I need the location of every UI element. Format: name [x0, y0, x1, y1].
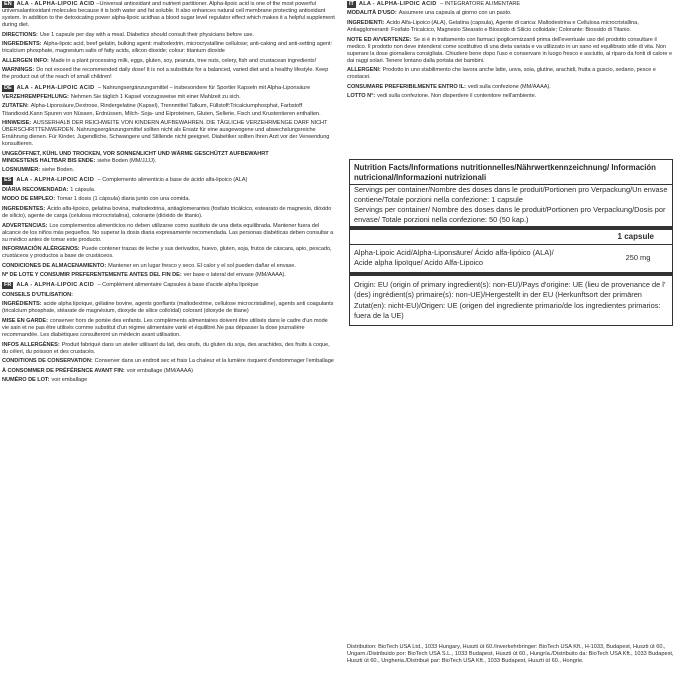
- nutrient-name: Alpha-Lipoic Acid/Alpha-Liponsäure/ Ácido alfa-lipóico (ALA)/ Acide alpha lipoïque/ Acido Alfa-Lipoico: [354, 247, 554, 268]
- de-storage: UNGEÖFFNET, KÜHL UND TROCKEN, VOR SONNENLICHT UND WÄRME GESCHÜTZT AUFBEWAHRT: [2, 150, 269, 157]
- de-los: LOSNUMMER: siehe Boden.: [2, 167, 75, 174]
- it-intro: – INTEGRATORE ALIMENTARE: [438, 1, 521, 7]
- en-intro-paragraph: [2, 1, 336, 29]
- de-mhd: MINDESTENS HALTBAR BIS ENDE: siehe Boden (MM/JJJJ).: [2, 157, 157, 164]
- fr-intro-paragraph: [2, 282, 336, 289]
- de-hinweise: HINWEISE: AUSSERHALB DER REICHWEITE VON KINDERN AUFBEWAHREN. DIE TÄGLICHE VERZEHRMENGE DARF NICHT ÜBERSCHRITTENWERDEN. Nahrungsergänzungsmittel sollten nicht als Ersatz für eine ausgewogene und abwechslungsreiche Ernährung dienen. Für Kinder, Jugendliche, Schwangere und Stillende nicht geeignet. Diabetiker sollten Ihren Arzt vor der Verwendung konsultieren.: [2, 120, 330, 148]
- fr-conseils: CONSEILS D'UTILISATION:: [2, 291, 73, 298]
- es-lote: Nº DE LOTE Y CONSUMIR PREFERENTEMENTE ANTES DEL FIN DE: ver base o lateral del envase (MM/AAAA).: [2, 272, 286, 279]
- it-lotto: LOTTO N°: vedi sulla confezione. Non disperdere il contenitore nell'ambiente.: [347, 93, 537, 100]
- it-avvertenze: NOTE ED AVVERTENZE: Se si è in trattamento con farmaci ipoglicemizzanti prima dell'eventuale uso del prodotto consultare il medico. Il prodotto non deve intendersi come sostitutivo di una dieta variata e va utilizzato in un sano ed equilibrato stile di vita. Non superare la dose giornaliera consigliata. Chiudere bene dopo l'uso e conservare in luogo fresco e asciutto, al riparo da fonti di calore e dai raggi solari. Tenere lontano dalla portata dei bambini.: [347, 36, 673, 64]
- flag-it: IT: [349, 1, 354, 7]
- en-directions: DIRECTIONS: Use 1 capsule per day with a meal. Diabetics should consult their physicians before use.: [2, 31, 254, 38]
- es-advertencias: ADVERTENCIAS: Los complementos alimenticios no deben utilizarse como sustituto de una dieta equilibrada. Mantener fuera del alcance de los niños más pequeños. No superar la dosis diaria expresamente recomendada. Las personas diabéticas deben consultar a su médico antes de tomar este producto.: [2, 222, 334, 243]
- servings-per-container: Servings per container/ Nombre des doses dans le produit/Portionen pro Verpackung/Dosis por envase/ Totale porzioni nella confezione: 50 (50 kap.): [354, 205, 666, 225]
- it-tmc: CONSUMARE PREFERIBILMENTE ENTRO IL: vedi sulla confezione (MM/AAAA).: [347, 83, 551, 90]
- es-title: ALA - ALPHA-LIPOIC ACID: [16, 177, 95, 184]
- de-verzehr: VERZEHREMPFEHLUNG: Nehmen Sie täglich 1 Kapsel vorzugsweise mit einer Mahlzeit zu sich.: [2, 93, 241, 100]
- it-ingredienti: INGREDIENTI: Acido Alfa-Lipoico (ALA), Gelatina (capsula), Agente di carica: Maltodestrina e Cellulosa microcristallina, Antiagglomeranti: Fosfato Tricalcico, Magnesio Stearato e Biossido di Silicio colloidale; Colorante: Biossido di Titanio.: [347, 19, 639, 34]
- column-header: 1 capsule: [617, 231, 654, 241]
- nutrient-row: [350, 245, 672, 272]
- it-intro-paragraph: [347, 1, 677, 8]
- es-intro: – Complemento alimenticio a base de ácido alfa-lipoico (ALA): [96, 177, 248, 184]
- fr-conservation: CONDITIONS DE CONSERVATION: Conserver dans un endroit sec et frais La chaleur et la lumière risquent d'endommager l'emballage: [2, 358, 334, 365]
- it-modalita: MODALITÀ D'USO: Assumere una capsula al giorno con un pasto.: [347, 10, 512, 17]
- fr-miseengarde: MISE EN GARDE: conserver hors de portée des enfants. Les compléments alimentaires doivent être utilisés dans le cadre d'un mode vie sain et ne pas être utilisés comme substitut d'un régime alimentaire varié et équilibré.Ne pas dépasser la dose journalière recommandée. Les diabétiques consulteront un médecin avant utilisation.: [2, 317, 328, 339]
- right-column: [347, 1, 677, 103]
- es-conservacion: CONDICIONES DE ALMACENAMIENTO: Mantener en un lugar fresco y seco. El calor y el sol pueden dañar el envase.: [2, 262, 296, 269]
- de-title: ALA - ALPHA-LIPOIC ACID: [16, 84, 95, 91]
- nutrition-facts-table: [349, 159, 673, 326]
- flag-fr: FR: [4, 282, 12, 289]
- origin-statement: Origin: EU (origin of primary ingredient(s): non-EU)/Pays d'origine: UE (lieu de provenance de l' (des) ingrédient(s) primaire(s): non-UE)/Hergestellt in der EU (Herkunftsort der primären Zutat(en): nicht-EU)/Origen: UE (origen del ingrediente primario/de los ingredientes primarios: fuera de la UE): [354, 280, 666, 320]
- distribution-info: Distribution: BioTech USA Ltd., 1033 Hungary, Huszti út 60./Inverkehrbringer: BioTech USA Kft., H-1033, Budapest, Huszti út 60., Ungarn./Distribuido por: BioTech USA S.L., 1033 Budapest, Huszti út 60., Hungría./Distribuito da: BioTech USA Kft., 1033 Budapest, Huszti út 60., Ungheria./Distribué par: BioTech USA Kft., 1033 Budapest, Huszti út 60., Hongrie.: [347, 644, 674, 665]
- fr-lot: NUMÉRO DE LOT: voir emballage: [2, 377, 88, 384]
- de-intro: – Nahrungsergänzungsmittel – insbesondere für Sportler Kapseln mit Alpha-Liponsäure: [96, 84, 311, 91]
- fr-intro: – Complément alimentaire Capsules à base d'acide alpha lipoïque: [96, 282, 259, 289]
- es-ingredientes: INGREDIENTES: Ácido alfa-lipoico, gelatina bovina, maltodextrina, antiaglomerantes (fosfato tricálcico, estearato de magnesio, dióxido de silicio), agente de carga (celulosa microcristalina), colorante (dióxido de titanio).: [2, 205, 332, 220]
- nutrient-value: 250 mg: [625, 252, 651, 262]
- it-title: ALA - ALPHA-LIPOIC ACID: [358, 1, 437, 7]
- en-ingredients: INGREDIENTS: Alpha-lipoic acid, beef gelatin, bulking agent: maltodextrin, microcrystalline cellulose; anti-caking and anti-setting agent: tricalcium phosphate, magnesium salts of fatty acids, silicon dioxide; colour: titanium dioxide: [2, 41, 333, 55]
- de-intro-paragraph: [2, 85, 336, 92]
- section-it: [347, 1, 677, 100]
- es-intro-paragraph: [2, 177, 336, 184]
- flag-es: ES: [4, 177, 12, 184]
- section-fr: [2, 282, 336, 384]
- es-racion: DIÁRIA RECOMENDADA: 1 cápsula.: [2, 186, 96, 193]
- fr-consommer: À CONSOMMER DE PRÉFÉRENCE AVANT FIN: voir emballage (MM/AAAA): [2, 367, 193, 374]
- section-en: [2, 1, 336, 82]
- en-intro: –Universal antioxidant and nutrient partitioner. Alpha-lipoic acid is one of the most powerful universalantioxidant molecules because it is both water and fat soluble. It also enhances natural cell membrane protecting antioxidant system. In addition to the detoxicating power alpha-lipoic acidhas a blood sugar level regulator effect which makes it a helpful supplement during diet.: [2, 1, 335, 29]
- en-title: ALA - ALPHA-LIPOIC ACID: [16, 1, 95, 7]
- flag-de: DE: [4, 84, 12, 91]
- section-es: [2, 177, 336, 279]
- fr-allergenes: INFOS ALLERGÈNES: Produit fabriqué dans un atelier utilisant du lait, des œufs, du gluten du soja, des arachides, des fruits à coque, du céleri, du poisson et des crustacés.: [2, 341, 330, 355]
- servings-per-capsule: Servings per container/Nombre des doses dans le produit/Portionen pro Verpackung/Un envase contiene/Totale porzioni nella confezione: 1 capsule: [354, 184, 668, 205]
- en-allergen: ALLERGEN INFO: Made in a plant processing milk, eggs, gluten, soy, peanuts, tree nuts, celery, fish and crustacean ingredients!: [2, 57, 317, 64]
- es-alergenos: INFORMACIÓN ALÉRGENOS: Puede contener trazas de leche y sus derivados, huevo, gluten, soja, frutos de cáscara, apio, pescado, crustáceos y productos a base de crustáceos.: [2, 246, 332, 260]
- it-allergeni: ALLERGENI: Prodotto in uno stabilimento che lavora anche latte, uova, soia, glutine, arachidi, frutta a guscio, sedano, pesce e crostacei.: [347, 67, 656, 81]
- de-zutaten: ZUTATEN: Alpha-Liponsäure,Dextrose, Rindergelatine (Kapsel), Trennmittel Talkum, Füllstoff:Tricalciumphosphat, Farbstoff Titandioxid.Kann Spuren von Nüssen, Erdnüssen, Milch- Soja- und Eiproteinen, Gluten, Sellerie, Fisch und Krustentieren enthalten.: [2, 103, 321, 117]
- section-de: [2, 85, 336, 175]
- fr-title: ALA - ALPHA-LIPOIC ACID: [16, 282, 95, 289]
- flag-en: EN: [4, 1, 12, 7]
- es-modo: MODO DE EMPLEO: Tomar 1 dosis (1 cápsula) diaria junto con una comida.: [2, 196, 190, 203]
- en-warnings: WARNINGS: Do not exceed the recommended daily dose! It is not a substitute for a balanced, varied diet and a healthy lifestyle. Keep the product out of the reach of small children!: [2, 67, 329, 81]
- left-column: [2, 1, 336, 387]
- nutrition-title: Nutrition Facts/Informations nutritionnelles/Nährwertkennzeichnung/ Información nutricional/Informazioni nutrizionali: [354, 163, 656, 183]
- fr-ingredients: INGRÉDIENTS: acide alpha lipoïque, gélatine bovine, agents gonflants (maltodextrine, cellulose microcristalline), agents anti coagulants (tricalcium phosphate, stéarate de magnésium, dioxyde de silice colloïdal) colorant (dioxyde de titane): [2, 301, 334, 315]
